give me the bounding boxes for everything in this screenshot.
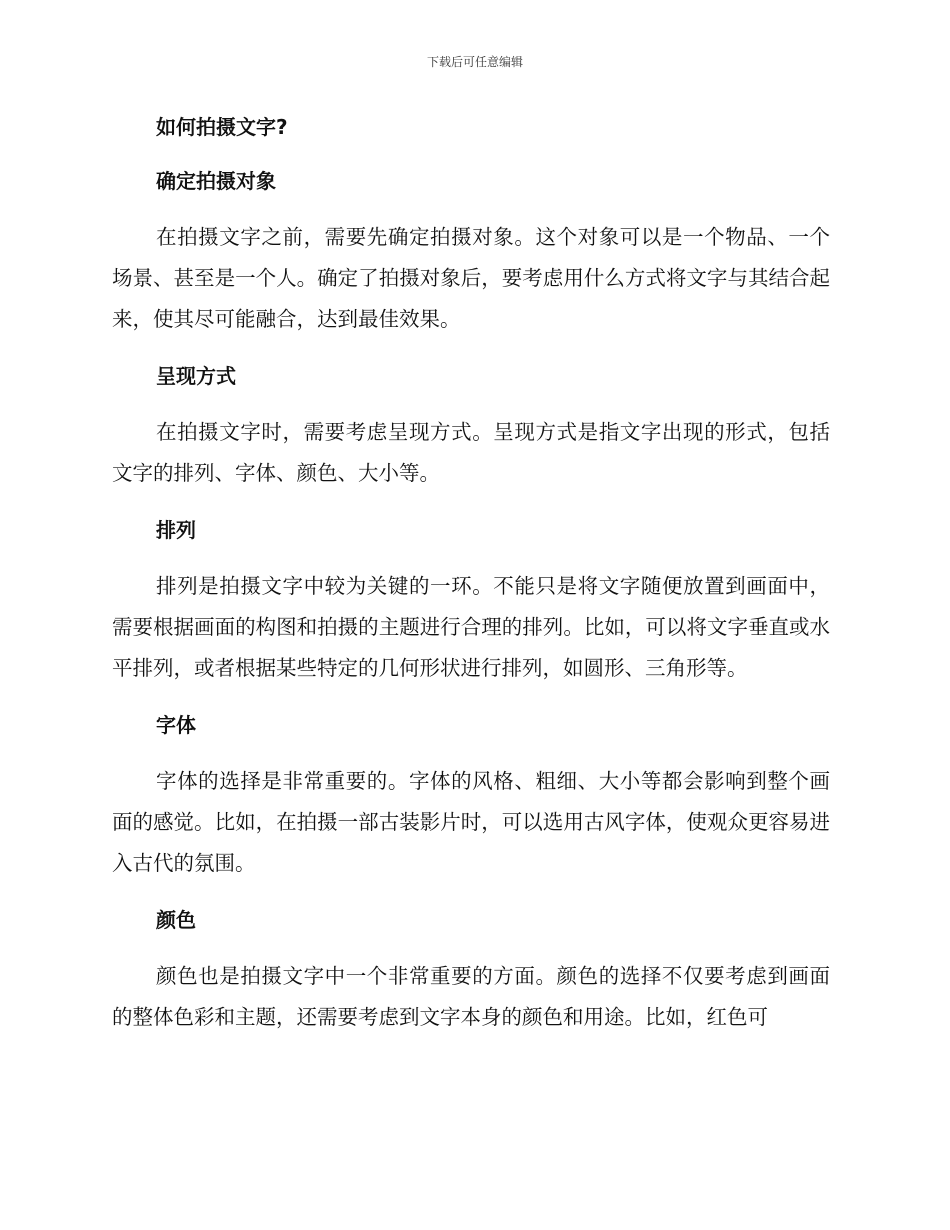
- document-title: 如何拍摄文字?: [156, 115, 288, 139]
- section-paragraph: 在拍摄文字时，需要考虑呈现方式。呈现方式是指文字出现的形式，包括文字的排列、字体、颜色、大小等。: [112, 420, 830, 485]
- section-paragraph: 在拍摄文字之前，需要先确定拍摄对象。这个对象可以是一个物品、一个场景、甚至是一个人。确定了拍摄对象后，要考虑用什么方式将文字与其结合起来，使其尽可能融合，达到最佳效果。: [112, 225, 830, 331]
- section-paragraph: 字体的选择是非常重要的。字体的风格、粗细、大小等都会影响到整个画面的感觉。比如，在拍摄一部古装影片时，可以选用古风字体，使观众更容易进入古代的氛围。: [112, 769, 830, 875]
- section-paragraph: 颜色也是拍摄文字中一个非常重要的方面。颜色的选择不仅要考虑到画面的整体色彩和主题，还需要考虑到文字本身的颜色和用途。比如，红色可: [112, 964, 830, 1029]
- section-heading: 呈现方式: [156, 364, 236, 388]
- section-paragraph: 排列是拍摄文字中较为关键的一环。不能只是将文字随便放置到画面中，需要根据画面的构图和拍摄的主题进行合理的排列。比如，可以将文字垂直或水平排列，或者根据某些特定的几何形状进行排列，如圆形、三角形等。: [112, 574, 830, 680]
- page-header: 下载后可任意编辑: [426, 55, 523, 69]
- section-heading: 排列: [156, 518, 196, 542]
- section-heading: 确定拍摄对象: [156, 169, 276, 193]
- document-body: [112, 110, 830, 1038]
- section-heading: 颜色: [156, 908, 196, 932]
- section-heading: 字体: [156, 713, 196, 737]
